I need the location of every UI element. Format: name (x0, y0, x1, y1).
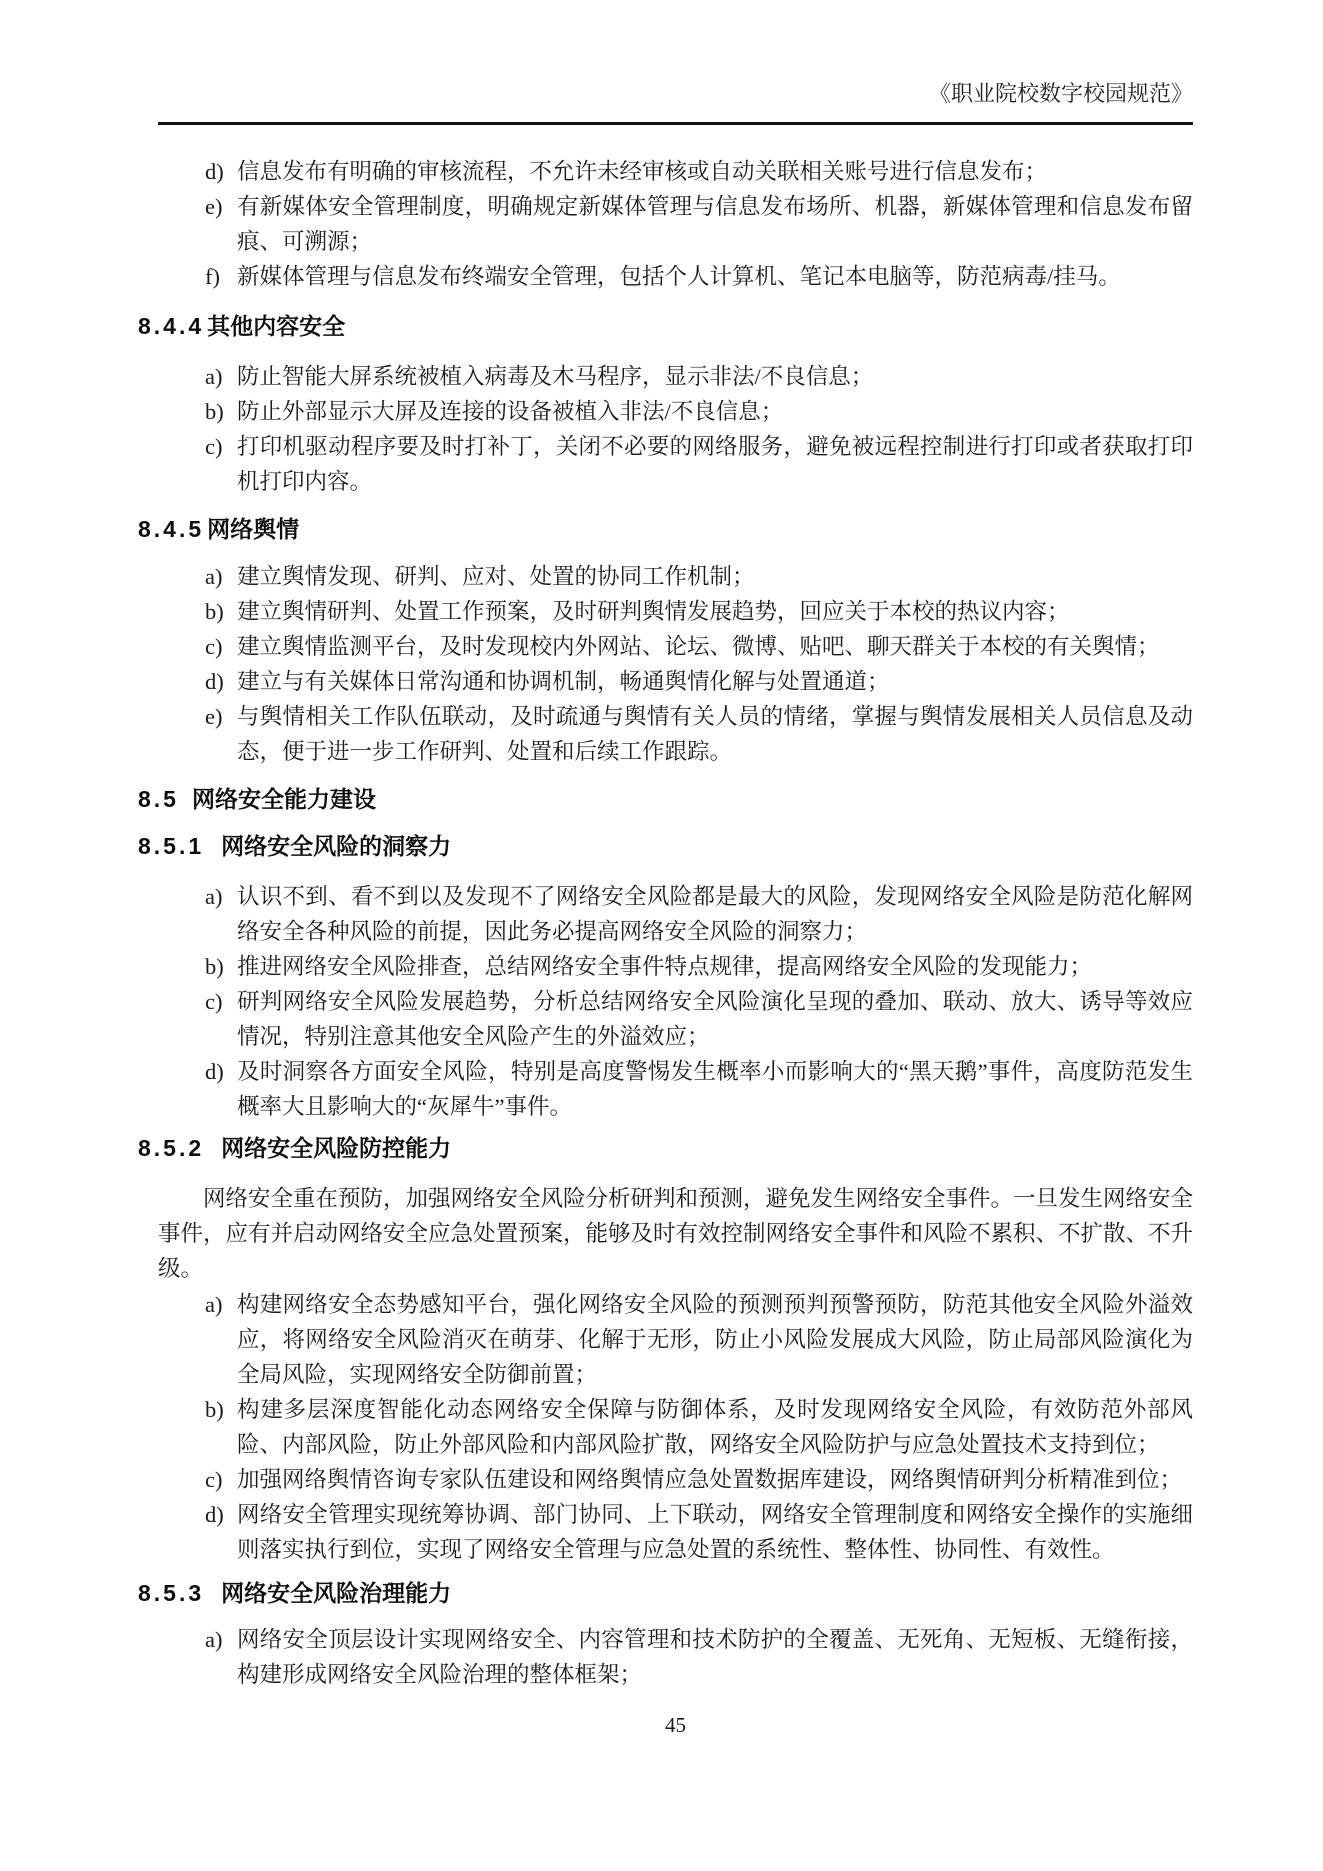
section-heading-8-5 (138, 784, 1193, 814)
heading-title: 网络安全风险的洞察力 (221, 833, 452, 859)
list-item-text: 网络安全顶层设计实现网络安全、内容管理和技术防护的全覆盖、无死角、无短板、无缝衔接，构建形成网络安全风险治理的整体框架； (237, 1627, 1193, 1687)
list-item-text: 及时洞察各方面安全风险，特别是高度警惕发生概率小而影响大的“黑天鹅”事件，高度防范发生概率大且影响大的“灰犀牛”事件。 (237, 1059, 1193, 1119)
list-item-text: 防止智能大屏系统被植入病毒及木马程序，显示非法/不良信息； (237, 364, 874, 389)
list-item-text: 认识不到、看不到以及发现不了网络安全风险都是最大的风险，发现网络安全风险是防范化解网络安全各种风险的前提，因此务必提高网络安全风险的洞察力； (237, 884, 1193, 944)
heading-title: 网络安全风险防控能力 (221, 1135, 452, 1161)
list-item (205, 664, 1193, 699)
list-item-text: 防止外部显示大屏及连接的设备被植入非法/不良信息； (237, 399, 784, 424)
header-rule (158, 122, 1193, 125)
list-item-label: a) (205, 1627, 223, 1652)
heading-title: 网络舆情 (207, 516, 300, 542)
list-item (205, 1287, 1193, 1392)
header-title: 《职业院校数字校园规范》 (928, 81, 1193, 106)
list-item-text: 建立与有关媒体日常沟通和协调机制，畅通舆情化解与处置通道； (237, 669, 890, 694)
list-item-text: 打印机驱动程序要及时打补丁，关闭不必要的网络服务，避免被远程控制进行打印或者获取打印机打印内容。 (237, 434, 1193, 494)
section-list-8-5-2 (158, 1287, 1193, 1567)
list-item-label: f) (205, 264, 220, 289)
list-item-text: 推进网络安全风险排查，总结网络安全事件特点规律，提高网络安全风险的发现能力； (237, 954, 1093, 979)
list-item (205, 154, 1193, 189)
list-item (205, 594, 1193, 629)
list-item-label: d) (205, 1502, 224, 1527)
list-item-label: b) (205, 954, 224, 979)
list-item (205, 259, 1193, 294)
list-item (205, 1622, 1193, 1692)
list-item-text: 建立舆情监测平台，及时发现校内外网站、论坛、微博、贴吧、聊天群关于本校的有关舆情； (237, 634, 1160, 659)
list-item-text: 网络安全管理实现统筹协调、部门协同、上下联动，网络安全管理制度和网络安全操作的实施细则落实执行到位，实现了网络安全管理与应急处置的系统性、整体性、协同性、有效性。 (237, 1502, 1193, 1562)
list-item (205, 1392, 1193, 1462)
page-content (138, 0, 1194, 1738)
list-item-label: b) (205, 599, 224, 624)
list-item-label: c) (205, 1467, 223, 1492)
section-list-8-5-1 (158, 879, 1193, 1124)
heading-number: 8.5.3 (138, 1580, 205, 1606)
list-item (205, 984, 1193, 1054)
list-item (205, 1462, 1193, 1497)
list-item (205, 949, 1193, 984)
list-item-label: b) (205, 399, 224, 424)
list-item (205, 189, 1193, 259)
list-item-label: a) (205, 364, 223, 389)
list-item-label: c) (205, 434, 223, 459)
heading-number: 8.5.1 (138, 833, 205, 859)
list-item-label: d) (205, 159, 224, 184)
section-heading-8-4-5 (138, 514, 1193, 544)
heading-title: 其他内容安全 (207, 313, 346, 339)
heading-number: 8.4.5 (138, 516, 205, 542)
list-item (205, 559, 1193, 594)
list-item-text: 信息发布有明确的审核流程，不允许未经审核或自动关联相关账号进行信息发布； (237, 159, 1048, 184)
section-heading-8-4-4 (138, 311, 1193, 341)
section-list-8-4-4 (158, 359, 1193, 499)
list-item-text: 有新媒体安全管理制度，明确规定新媒体管理与信息发布场所、机器，新媒体管理和信息发布留痕、可溯源； (237, 194, 1193, 254)
list-item (205, 359, 1193, 394)
list-item-label: c) (205, 634, 223, 659)
section-heading-8-5-3 (138, 1578, 1193, 1608)
list-item-text: 构建网络安全态势感知平台，强化网络安全风险的预测预判预警预防，防范其他安全风险外溢效应，将网络安全风险消灭在萌芽、化解于无形，防止小风险发展成大风险，防止局部风险演化为全局风险，实现网络安全防御前置； (237, 1292, 1193, 1387)
section-paragraph-8-5-2: 网络安全重在预防，加强网络安全风险分析研判和预测，避免发生网络安全事件。一旦发生网络安全事件，应有并启动网络安全应急处置预案，能够及时有效控制网络安全事件和风险不累积、不扩散、不升级。 (158, 1186, 1194, 1281)
list-item (205, 429, 1193, 499)
heading-number: 8.5 (138, 786, 179, 812)
list-item-text: 构建多层深度智能化动态网络安全保障与防御体系，及时发现网络安全风险，有效防范外部风险、内部风险，防止外部风险和内部风险扩散，网络安全风险防护与应急处置技术支持到位； (237, 1397, 1193, 1457)
list-item-label: e) (205, 704, 223, 729)
list-item-label: d) (205, 669, 224, 694)
heading-title: 网络安全风险治理能力 (221, 1580, 452, 1606)
list-item (205, 879, 1193, 949)
list-continued-from-previous-page (158, 154, 1193, 294)
section-list-8-5-3 (158, 1622, 1193, 1692)
list-item-label: a) (205, 1292, 223, 1317)
list-item-label: a) (205, 564, 223, 589)
heading-number: 8.4.4 (138, 313, 205, 339)
list-item-text: 加强网络舆情咨询专家队伍建设和网络舆情应急处置数据库建设，网络舆情研判分析精准到位； (237, 1467, 1183, 1492)
list-item-text: 新媒体管理与信息发布终端安全管理，包括个人计算机、笔记本电脑等，防范病毒/挂马。 (237, 264, 1121, 289)
section-list-8-4-5 (158, 559, 1193, 769)
list-item-text: 建立舆情发现、研判、应对、处置的协同工作机制； (237, 564, 755, 589)
list-item-text: 与舆情相关工作队伍联动，及时疏通与舆情有关人员的情绪，掌握与舆情发展相关人员信息及动态，便于进一步工作研判、处置和后续工作跟踪。 (237, 704, 1193, 764)
section-heading-8-5-1 (138, 831, 1193, 861)
list-item-label: e) (205, 194, 223, 219)
list-item (205, 1497, 1193, 1567)
page-number: 45 (665, 1713, 686, 1737)
list-item-label: b) (205, 1397, 224, 1422)
list-item-label: d) (205, 1059, 224, 1084)
list-item-label: c) (205, 989, 223, 1014)
heading-title: 网络安全能力建设 (191, 786, 376, 812)
section-heading-8-5-2 (138, 1133, 1193, 1163)
list-item-label: a) (205, 884, 223, 909)
list-item (205, 1054, 1193, 1124)
list-item-text: 研判网络安全风险发展趋势，分析总结网络安全风险演化呈现的叠加、联动、放大、诱导等效应情况，特别注意其他安全风险产生的外溢效应； (237, 989, 1193, 1049)
list-item (205, 629, 1193, 664)
list-item (205, 394, 1193, 429)
list-item (205, 699, 1193, 769)
list-item-text: 建立舆情研判、处置工作预案，及时研判舆情发展趋势，回应关于本校的热议内容； (237, 599, 1070, 624)
heading-number: 8.5.2 (138, 1135, 205, 1161)
